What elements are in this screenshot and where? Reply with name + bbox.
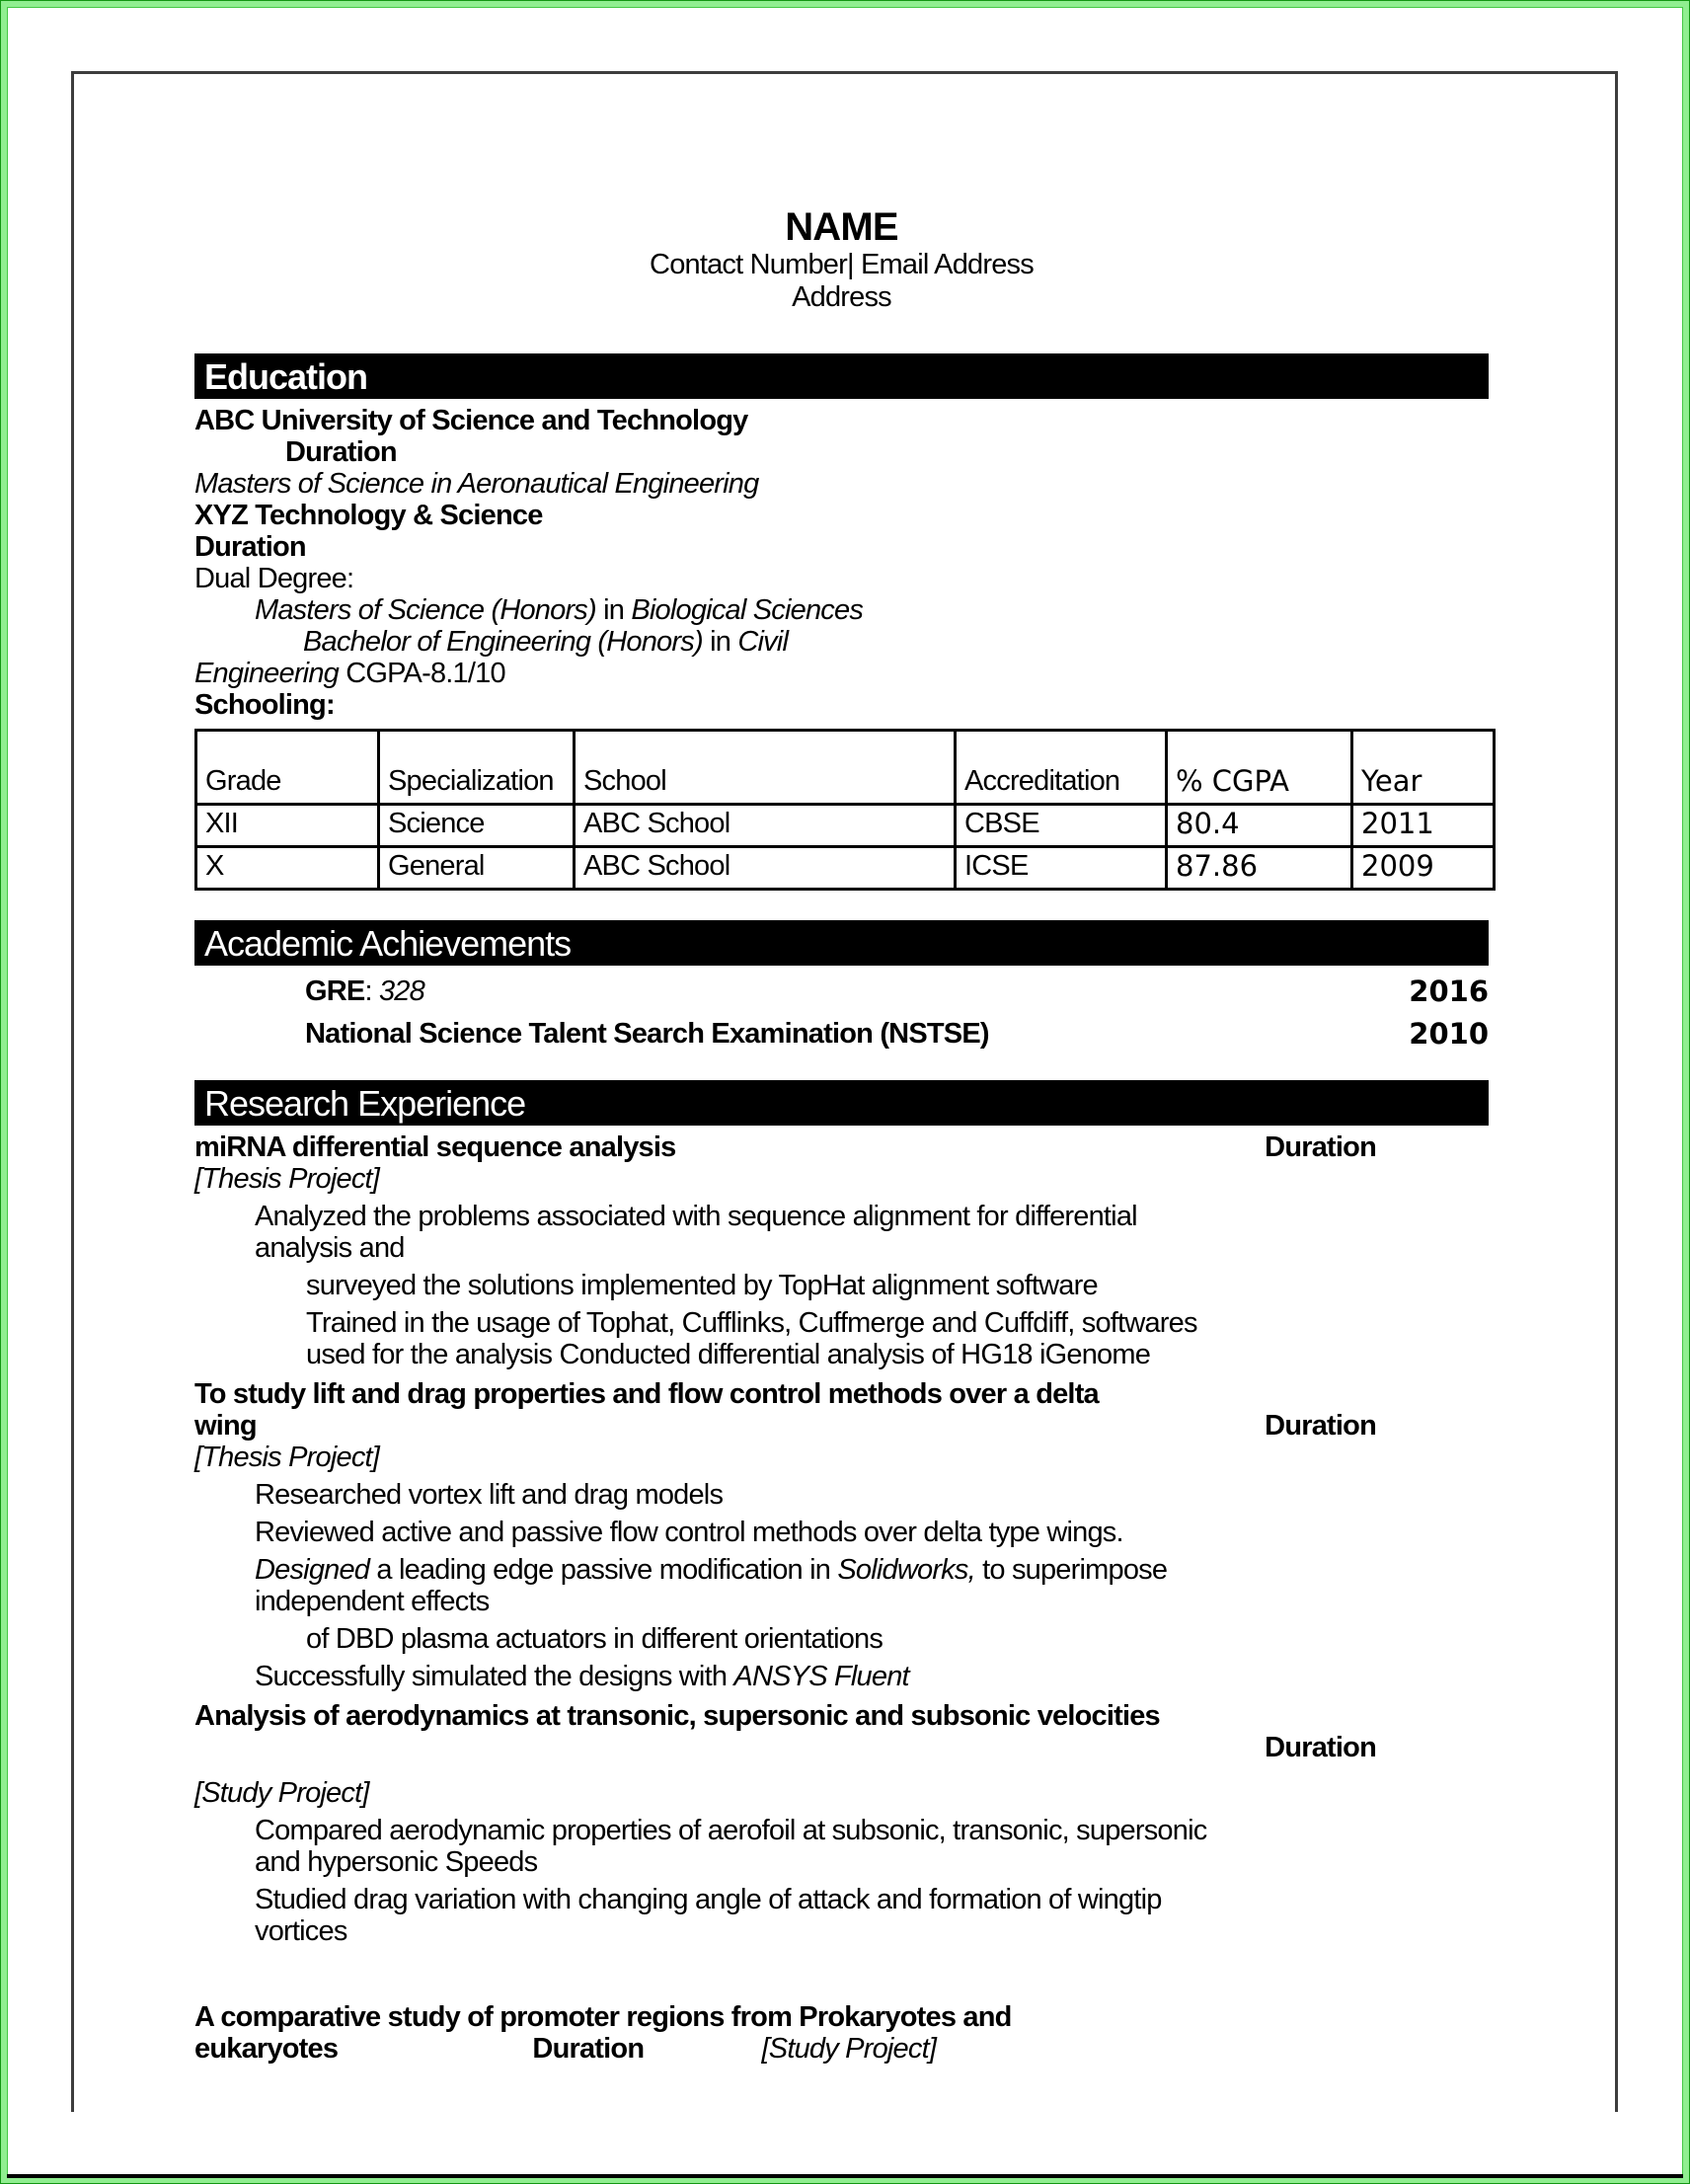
bullet-text-end: to superimpose [974, 1554, 1168, 1586]
research-entry-3-duration: Duration [1265, 1732, 1376, 1763]
section-banner-education: Education [194, 353, 1489, 399]
schooling-row-x [196, 847, 1495, 890]
dual-degree-1 [194, 594, 1489, 626]
dual-degree-2-cgpa: CGPA-8.1/10 [339, 658, 505, 689]
cell-school: ABC School [575, 847, 956, 890]
research-entry-2-duration: Duration [1265, 1410, 1376, 1442]
cell-year: 2011 [1352, 805, 1495, 847]
research-entry-2-heading-row [194, 1410, 1489, 1442]
cell-school: ABC School [575, 805, 956, 847]
research-entry-1-duration: Duration [1265, 1131, 1376, 1163]
cell-grade: XII [196, 805, 379, 847]
dual-degree-2-continued [194, 658, 1489, 689]
schooling-row-xii [196, 805, 1495, 847]
dual-degree-1-connector: in [595, 594, 632, 626]
cell-grade: X [196, 847, 379, 890]
education-duration-1: Duration [285, 436, 397, 468]
research-entry-3-duration-row [194, 1732, 1489, 1763]
cell-specialization: General [379, 847, 575, 890]
section-banner-research-experience: Research Experience [194, 1080, 1489, 1126]
dual-degree-label: Dual Degree: [194, 563, 354, 594]
research-entry-1-bullet-continued: used for the analysis Conducted differential analysis of HG18 iGenome [306, 1339, 1151, 1370]
research-entry-3-bullet-continued: and hypersonic Speeds [255, 1846, 538, 1878]
research-entry-3-bullet: Compared aerodynamic properties of aerofoil at subsonic, transonic, supersonic [255, 1815, 1207, 1846]
research-entry-4-title-line2: eukaryotes [194, 2033, 339, 2065]
cell-specialization: Science [379, 805, 575, 847]
col-header-cgpa: % CGPA [1167, 731, 1352, 805]
achievement-nstse [194, 1018, 1489, 1051]
research-entry-2-bullet [194, 1661, 1489, 1692]
research-entry-3-bullet: Studied drag variation with changing angle of attack and formation of wingtip [255, 1884, 1162, 1915]
research-entry-4-title-line2-row [194, 2033, 1489, 2065]
research-entry-4-duration: Duration [532, 2033, 645, 2065]
nstse-label: National Science Talent Search Examination (NSTSE) [305, 1018, 989, 1050]
research-entry-1-bullet: surveyed the solutions implemented by TopHat alignment software [306, 1270, 1098, 1301]
col-header-specialization: Specialization [379, 731, 575, 805]
research-entry-2-tag: [Thesis Project] [194, 1442, 380, 1473]
resume-content [194, 205, 1489, 2065]
achievement-gre [194, 975, 1489, 1008]
dual-degree-2-connector: in [702, 626, 738, 658]
gre-separator: : [364, 975, 379, 1007]
research-entry-3-bullet-continued: vortices [255, 1915, 347, 1947]
research-entry-1-title: miRNA differential sequence analysis [194, 1131, 676, 1163]
education-duration-2: Duration [194, 531, 306, 563]
research-entry-1-bullet-continued: analysis and [255, 1232, 405, 1264]
research-entry-1-bullet: Trained in the usage of Tophat, Cufflinks, Cuffmerge and Cuffdiff, softwares [306, 1307, 1197, 1339]
contact-line: Contact Number| Email Address [650, 249, 1034, 280]
research-entry-2-bullet: Researched vortex lift and drag models [255, 1479, 724, 1511]
research-entry-2-bullet: of DBD plasma actuators in different orientations [306, 1623, 883, 1655]
schooling-table [194, 729, 1496, 891]
gre-label: GRE [305, 975, 365, 1007]
cell-accreditation: ICSE [956, 847, 1167, 890]
schooling-label: Schooling: [194, 689, 335, 721]
address-line: Address [792, 281, 891, 313]
research-entry-4-title-line1: A comparative study of promoter regions from Prokaryotes and [194, 2001, 1012, 2033]
research-entry-3-tag: [Study Project] [194, 1777, 369, 1809]
gre-entry [305, 975, 424, 1008]
research-entry-1-tag: [Thesis Project] [194, 1163, 380, 1195]
col-header-year: Year [1352, 731, 1495, 805]
cell-cgpa: 80.4 [1167, 805, 1352, 847]
bullet-text: a leading edge passive modification in [369, 1554, 838, 1586]
col-header-accreditation: Accreditation [956, 731, 1167, 805]
nstse-year: 2010 [1409, 1017, 1489, 1051]
research-entry-3-title: Analysis of aerodynamics at transonic, supersonic and subsonic velocities [194, 1700, 1160, 1732]
schooling-table-header-row [196, 731, 1495, 805]
candidate-name: NAME [785, 205, 898, 249]
col-header-grade: Grade [196, 731, 379, 805]
research-entry-2-bullet-continued: independent effects [255, 1586, 490, 1617]
page-bottom-rule [7, 2174, 1683, 2178]
dual-degree-2-field-continued: Engineering [194, 658, 339, 689]
col-header-school: School [575, 731, 956, 805]
research-entry-2-bullet [194, 1554, 1489, 1586]
research-entry-4-tag: [Study Project] [761, 2033, 937, 2065]
dual-degree-2 [194, 626, 1489, 658]
dual-degree-2-field: Civil [737, 626, 789, 658]
education-university-2: XYZ Technology & Science [194, 500, 543, 531]
solidworks-word: Solidworks, [837, 1554, 975, 1586]
dual-degree-1-title: Masters of Science (Honors) [255, 594, 596, 626]
gre-score: 328 [378, 975, 424, 1007]
education-university-1: ABC University of Science and Technology [194, 405, 748, 436]
research-entry-2-bullet: Reviewed active and passive flow control methods over delta type wings. [255, 1517, 1123, 1548]
bullet-text: Successfully simulated the designs with [255, 1661, 734, 1692]
ansys-fluent-word: ANSYS Fluent [733, 1661, 909, 1692]
dual-degree-2-title: Bachelor of Engineering (Honors) [303, 626, 703, 658]
cell-cgpa: 87.86 [1167, 847, 1352, 890]
education-degree-1: Masters of Science in Aeronautical Engineering [194, 468, 759, 500]
dual-degree-1-field: Biological Sciences [631, 594, 864, 626]
cell-year: 2009 [1352, 847, 1495, 890]
cell-accreditation: CBSE [956, 805, 1167, 847]
research-entry-2-title-line2: wing [194, 1410, 257, 1442]
section-banner-academic-achievements: Academic Achievements [194, 920, 1489, 966]
gre-year: 2016 [1409, 975, 1489, 1008]
designed-word: Designed [255, 1554, 370, 1586]
research-entry-2-title-line1: To study lift and drag properties and flow control methods over a delta [194, 1378, 1099, 1410]
research-entry-1-bullet: Analyzed the problems associated with sequence alignment for differential [255, 1201, 1137, 1232]
research-entry-1-heading-row [194, 1131, 1489, 1163]
